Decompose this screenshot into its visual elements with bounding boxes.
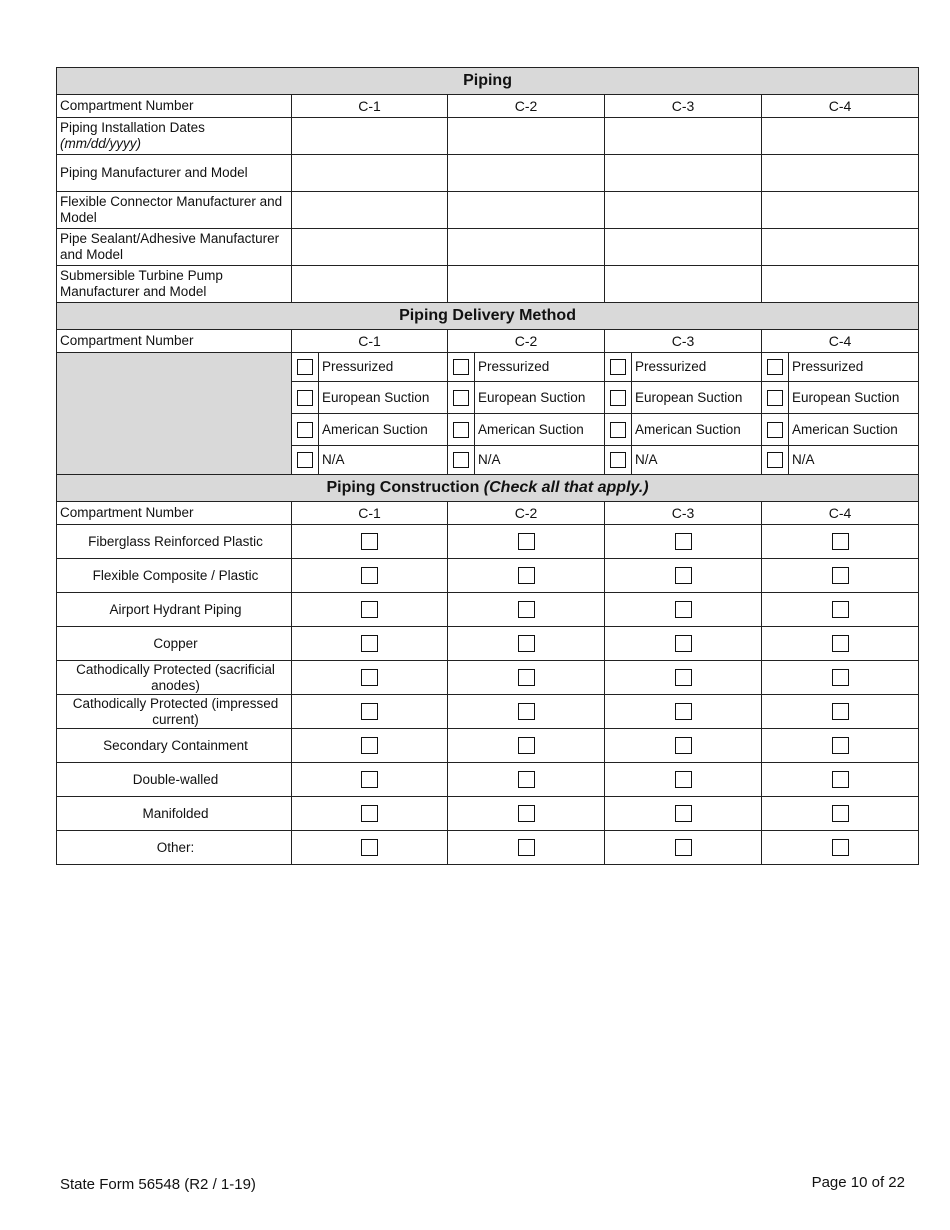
delivery-option-inner xyxy=(292,414,447,445)
row-label-text: Piping Installation Dates xyxy=(60,120,205,135)
piping-entry-field-c4[interactable] xyxy=(762,192,919,229)
delivery-option-label: N/A xyxy=(478,452,501,467)
construction-cell-c4 xyxy=(762,627,919,661)
construction-checkbox[interactable] xyxy=(675,635,692,652)
construction-cell-c1 xyxy=(292,763,448,797)
delivery-checkbox-cell xyxy=(448,446,475,474)
construction-cell-c1 xyxy=(292,831,448,865)
delivery-checkbox-cell xyxy=(448,353,475,381)
delivery-option-c4 xyxy=(762,446,919,475)
construction-checkbox[interactable] xyxy=(518,669,535,686)
delivery-checkbox-cell xyxy=(292,414,319,445)
construction-checkbox[interactable] xyxy=(518,533,535,550)
delivery-option-inner xyxy=(762,353,918,381)
delivery-option-label: Pressurized xyxy=(792,359,864,374)
piping-row xyxy=(57,229,919,266)
construction-checkbox[interactable] xyxy=(832,737,849,754)
piping-entry-field-c1[interactable] xyxy=(292,229,448,266)
delivery-checkbox-cell xyxy=(605,414,632,445)
piping-entry-field-c4[interactable] xyxy=(762,229,919,266)
row-label-subtext: (mm/dd/yyyy) xyxy=(60,136,141,151)
delivery-checkbox-cell xyxy=(605,353,632,381)
construction-cell-c1 xyxy=(292,627,448,661)
construction-row-label: Copper xyxy=(57,627,292,661)
piping-entry-field-c2[interactable] xyxy=(448,229,605,266)
construction-section-header xyxy=(57,475,919,502)
delivery-option-checkbox[interactable] xyxy=(767,359,783,375)
delivery-option-c2 xyxy=(448,382,605,414)
compartment-header-c3: C-3 xyxy=(605,95,762,118)
delivery-option-c3 xyxy=(605,446,762,475)
delivery-option-label: Pressurized xyxy=(322,359,394,374)
construction-row xyxy=(57,525,919,559)
construction-cell-c1 xyxy=(292,729,448,763)
compartment-header-c1: C-1 xyxy=(292,502,448,525)
delivery-option-label: European Suction xyxy=(478,389,586,405)
construction-checkbox[interactable] xyxy=(361,567,378,584)
construction-cell-c3 xyxy=(605,525,762,559)
construction-cell-c4 xyxy=(762,763,919,797)
compartment-header-c1: C-1 xyxy=(292,330,448,353)
form-identifier: State Form 56548 (R2 / 1-19) xyxy=(60,1176,256,1193)
construction-cell-c1 xyxy=(292,797,448,831)
construction-cell-c1 xyxy=(292,661,448,695)
construction-checkbox[interactable] xyxy=(832,771,849,788)
construction-checkbox[interactable] xyxy=(832,805,849,822)
construction-cell-c4 xyxy=(762,695,919,729)
construction-checkbox[interactable] xyxy=(675,601,692,618)
construction-cell-c4 xyxy=(762,831,919,865)
construction-row-label: Fiberglass Reinforced Plastic xyxy=(57,525,292,559)
delivery-option-inner xyxy=(605,414,761,445)
delivery-checkbox-cell xyxy=(762,446,789,474)
piping-section-header-cell xyxy=(57,68,919,95)
delivery-option-checkbox[interactable] xyxy=(610,422,626,438)
piping-entry-field-c2[interactable] xyxy=(448,118,605,155)
delivery-option-c1 xyxy=(292,382,448,414)
delivery-option-row xyxy=(57,353,919,382)
construction-cell-c3 xyxy=(605,661,762,695)
construction-cell-c3 xyxy=(605,559,762,593)
row-label-text: Piping Manufacturer and Model xyxy=(60,165,248,180)
delivery-option-c1 xyxy=(292,353,448,382)
piping-entry-field-c3[interactable] xyxy=(605,118,762,155)
construction-row-label: Manifolded xyxy=(57,797,292,831)
piping-entry-field-c3[interactable] xyxy=(605,192,762,229)
delivery-option-label: Pressurized xyxy=(635,359,707,374)
piping-row xyxy=(57,192,919,229)
construction-row-label: Double-walled xyxy=(57,763,292,797)
delivery-option-label: N/A xyxy=(322,452,345,467)
delivery-checkbox-cell xyxy=(448,414,475,445)
delivery-checkbox-cell xyxy=(762,382,789,413)
construction-row xyxy=(57,729,919,763)
delivery-option-checkbox[interactable] xyxy=(297,390,313,406)
piping-row-label xyxy=(57,118,292,155)
construction-cell-c1 xyxy=(292,593,448,627)
construction-cell-c2 xyxy=(448,593,605,627)
delivery-checkbox-cell xyxy=(292,446,319,474)
delivery-option-label: American Suction xyxy=(478,421,584,437)
construction-checkbox[interactable] xyxy=(518,703,535,720)
delivery-option-checkbox[interactable] xyxy=(453,452,469,468)
delivery-option-c4 xyxy=(762,353,919,382)
delivery-option-c1 xyxy=(292,414,448,446)
construction-section-header-cell xyxy=(57,475,919,502)
construction-row xyxy=(57,661,919,695)
construction-checkbox[interactable] xyxy=(361,805,378,822)
delivery-option-checkbox[interactable] xyxy=(610,452,626,468)
delivery-option-c2 xyxy=(448,353,605,382)
section-title: Piping Construction xyxy=(326,479,480,496)
piping-row xyxy=(57,118,919,155)
compartment-header-c1: C-1 xyxy=(292,95,448,118)
construction-cell-c2 xyxy=(448,695,605,729)
delivery-option-label: American Suction xyxy=(635,421,741,437)
construction-checkbox[interactable] xyxy=(675,771,692,788)
delivery-option-checkbox[interactable] xyxy=(767,422,783,438)
delivery-option-c3 xyxy=(605,414,762,446)
construction-checkbox[interactable] xyxy=(832,601,849,618)
construction-cell-c1 xyxy=(292,525,448,559)
construction-cell-c1 xyxy=(292,559,448,593)
construction-row xyxy=(57,797,919,831)
delivery-option-inner xyxy=(605,446,761,474)
delivery-option-inner xyxy=(292,382,447,413)
construction-cell-c3 xyxy=(605,695,762,729)
compartment-header-c4: C-4 xyxy=(762,330,919,353)
delivery-checkbox-cell xyxy=(292,382,319,413)
construction-cell-c4 xyxy=(762,661,919,695)
construction-row-label: Other: xyxy=(57,831,292,865)
piping-entry-field-c1[interactable] xyxy=(292,155,448,192)
construction-cell-c3 xyxy=(605,627,762,661)
delivery-option-c2 xyxy=(448,446,605,475)
piping-entry-field-c4[interactable] xyxy=(762,118,919,155)
construction-column-header-row xyxy=(57,502,919,525)
construction-checkbox[interactable] xyxy=(675,669,692,686)
delivery-option-label: European Suction xyxy=(635,389,743,405)
delivery-option-c2 xyxy=(448,414,605,446)
construction-cell-c2 xyxy=(448,627,605,661)
delivery-option-checkbox[interactable] xyxy=(610,359,626,375)
compartment-header-c3: C-3 xyxy=(605,330,762,353)
construction-checkbox[interactable] xyxy=(361,839,378,856)
piping-entry-field-c2[interactable] xyxy=(448,155,605,192)
construction-checkbox[interactable] xyxy=(832,839,849,856)
construction-checkbox[interactable] xyxy=(675,839,692,856)
construction-checkbox[interactable] xyxy=(518,601,535,618)
construction-cell-c4 xyxy=(762,593,919,627)
delivery-option-inner xyxy=(762,414,918,445)
piping-entry-field-c4[interactable] xyxy=(762,155,919,192)
construction-checkbox[interactable] xyxy=(361,601,378,618)
row-label-text: Flexible Connector Manufacturer and Model xyxy=(60,194,283,225)
construction-checkbox[interactable] xyxy=(361,703,378,720)
delivery-option-label: European Suction xyxy=(322,389,430,405)
delivery-option-label: European Suction xyxy=(792,389,900,405)
construction-checkbox[interactable] xyxy=(832,567,849,584)
delivery-option-checkbox[interactable] xyxy=(453,390,469,406)
piping-form-table xyxy=(56,67,919,865)
delivery-option-checkbox[interactable] xyxy=(767,452,783,468)
compartment-header-c2: C-2 xyxy=(448,502,605,525)
piping-entry-field-c1[interactable] xyxy=(292,118,448,155)
construction-checkbox[interactable] xyxy=(832,669,849,686)
delivery-option-c1 xyxy=(292,446,448,475)
delivery-checkbox-cell xyxy=(762,353,789,381)
construction-row xyxy=(57,695,919,729)
piping-entry-field-c1[interactable] xyxy=(292,192,448,229)
construction-checkbox[interactable] xyxy=(518,805,535,822)
compartment-number-label: Compartment Number xyxy=(57,330,292,353)
piping-row xyxy=(57,266,919,303)
piping-column-header-row xyxy=(57,95,919,118)
section-title-note: (Check all that apply.) xyxy=(483,479,649,496)
construction-cell-c2 xyxy=(448,831,605,865)
delivery-option-inner xyxy=(605,353,761,381)
construction-row xyxy=(57,831,919,865)
delivery-option-label: N/A xyxy=(792,452,815,467)
construction-checkbox[interactable] xyxy=(675,567,692,584)
construction-checkbox[interactable] xyxy=(361,635,378,652)
construction-cell-c2 xyxy=(448,559,605,593)
construction-cell-c3 xyxy=(605,593,762,627)
compartment-header-c2: C-2 xyxy=(448,95,605,118)
delivery-option-checkbox[interactable] xyxy=(297,422,313,438)
construction-row-label: Cathodically Protected (sacrificial anodes) xyxy=(57,661,292,695)
row-label-text: Submersible Turbine Pump Manufacturer and Model xyxy=(60,268,223,299)
delivery-option-checkbox[interactable] xyxy=(767,390,783,406)
compartment-header-c4: C-4 xyxy=(762,502,919,525)
construction-cell-c4 xyxy=(762,559,919,593)
delivery-section-header xyxy=(57,303,919,330)
delivery-section-header-cell xyxy=(57,303,919,330)
delivery-option-inner xyxy=(762,382,918,413)
compartment-header-c2: C-2 xyxy=(448,330,605,353)
delivery-option-inner xyxy=(448,353,604,381)
construction-checkbox[interactable] xyxy=(832,635,849,652)
construction-cell-c2 xyxy=(448,797,605,831)
compartment-number-label: Compartment Number xyxy=(57,95,292,118)
piping-section-header xyxy=(57,68,919,95)
delivery-option-c4 xyxy=(762,382,919,414)
delivery-option-c4 xyxy=(762,414,919,446)
piping-entry-field-c3[interactable] xyxy=(605,266,762,303)
piping-entry-field-c3[interactable] xyxy=(605,155,762,192)
construction-cell-c2 xyxy=(448,661,605,695)
construction-cell-c4 xyxy=(762,525,919,559)
construction-cell-c2 xyxy=(448,763,605,797)
row-label-text: Pipe Sealant/Adhesive Manufacturer and Model xyxy=(60,231,280,262)
piping-row xyxy=(57,155,919,192)
construction-checkbox[interactable] xyxy=(675,737,692,754)
delivery-option-c3 xyxy=(605,353,762,382)
delivery-option-inner xyxy=(448,382,604,413)
delivery-checkbox-cell xyxy=(448,382,475,413)
construction-checkbox[interactable] xyxy=(518,567,535,584)
piping-row-label xyxy=(57,155,292,192)
construction-row xyxy=(57,593,919,627)
delivery-option-c3 xyxy=(605,382,762,414)
delivery-column-header-row xyxy=(57,330,919,353)
delivery-option-inner xyxy=(448,446,604,474)
piping-entry-field-c2[interactable] xyxy=(448,192,605,229)
construction-checkbox[interactable] xyxy=(361,737,378,754)
page-number: Page 10 of 22 xyxy=(811,1174,905,1191)
delivery-checkbox-cell xyxy=(292,353,319,381)
construction-row xyxy=(57,763,919,797)
delivery-blank-cell xyxy=(57,353,292,475)
construction-cell-c4 xyxy=(762,729,919,763)
construction-cell-c1 xyxy=(292,695,448,729)
construction-cell-c2 xyxy=(448,525,605,559)
construction-checkbox[interactable] xyxy=(675,805,692,822)
construction-cell-c3 xyxy=(605,831,762,865)
piping-row-label xyxy=(57,192,292,229)
delivery-option-label: Pressurized xyxy=(478,359,550,374)
delivery-option-inner xyxy=(762,446,918,474)
piping-entry-field-c2[interactable] xyxy=(448,266,605,303)
construction-checkbox[interactable] xyxy=(518,635,535,652)
construction-cell-c3 xyxy=(605,763,762,797)
delivery-option-checkbox[interactable] xyxy=(453,422,469,438)
construction-checkbox[interactable] xyxy=(832,703,849,720)
construction-row-label: Cathodically Protected (impressed current) xyxy=(57,695,292,729)
construction-checkbox[interactable] xyxy=(675,533,692,550)
piping-row-label xyxy=(57,266,292,303)
delivery-checkbox-cell xyxy=(762,414,789,445)
construction-cell-c3 xyxy=(605,797,762,831)
construction-row-label: Secondary Containment xyxy=(57,729,292,763)
construction-checkbox[interactable] xyxy=(518,839,535,856)
compartment-number-label: Compartment Number xyxy=(57,502,292,525)
construction-checkbox[interactable] xyxy=(361,771,378,788)
delivery-checkbox-cell xyxy=(605,446,632,474)
delivery-option-inner xyxy=(605,382,761,413)
compartment-header-c4: C-4 xyxy=(762,95,919,118)
construction-cell-c3 xyxy=(605,729,762,763)
delivery-option-inner xyxy=(448,414,604,445)
delivery-option-label: American Suction xyxy=(792,421,898,437)
construction-checkbox[interactable] xyxy=(832,533,849,550)
piping-row-label xyxy=(57,229,292,266)
construction-row-label: Airport Hydrant Piping xyxy=(57,593,292,627)
delivery-option-checkbox[interactable] xyxy=(453,359,469,375)
construction-checkbox[interactable] xyxy=(361,669,378,686)
piping-entry-field-c1[interactable] xyxy=(292,266,448,303)
delivery-option-inner xyxy=(292,353,447,381)
section-title: Piping Delivery Method xyxy=(399,307,576,324)
piping-entry-field-c4[interactable] xyxy=(762,266,919,303)
construction-cell-c2 xyxy=(448,729,605,763)
delivery-option-checkbox[interactable] xyxy=(610,390,626,406)
construction-row xyxy=(57,627,919,661)
construction-checkbox[interactable] xyxy=(518,771,535,788)
construction-row xyxy=(57,559,919,593)
construction-cell-c4 xyxy=(762,797,919,831)
construction-checkbox[interactable] xyxy=(518,737,535,754)
piping-entry-field-c3[interactable] xyxy=(605,229,762,266)
construction-checkbox[interactable] xyxy=(675,703,692,720)
section-title: Piping xyxy=(463,72,512,89)
construction-checkbox[interactable] xyxy=(361,533,378,550)
construction-row-label: Flexible Composite / Plastic xyxy=(57,559,292,593)
delivery-checkbox-cell xyxy=(605,382,632,413)
delivery-option-label: N/A xyxy=(635,452,658,467)
compartment-header-c3: C-3 xyxy=(605,502,762,525)
delivery-option-inner xyxy=(292,446,447,474)
delivery-option-label: American Suction xyxy=(322,421,428,437)
delivery-option-checkbox[interactable] xyxy=(297,452,313,468)
delivery-option-checkbox[interactable] xyxy=(297,359,313,375)
